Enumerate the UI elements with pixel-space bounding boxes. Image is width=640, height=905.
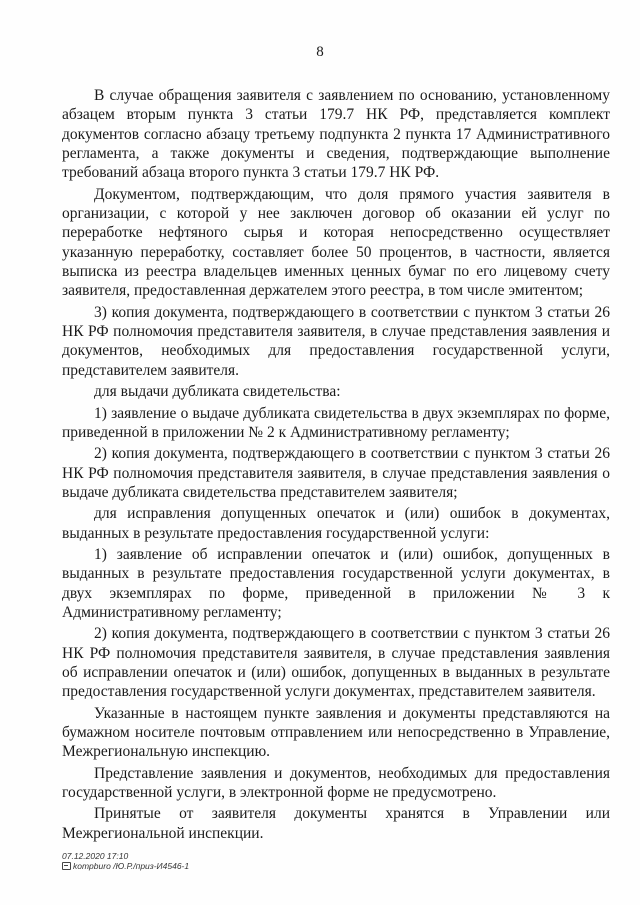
paragraph: для выдачи дубликата свидетельства: <box>94 383 341 401</box>
paragraph: Указанные в настоящем пункте заявления и документы представляются на бумажном носителе почтовым отправлением или непосредственно в Управление, Межрегиональную инспекцию. <box>62 704 610 761</box>
paragraph: 2) копия документа, подтверждающего в соответствии с пунктом 3 статьи 26 НК РФ полномочия представителя заявителя, в случае представления заявления о выдаче дубликата свидетельства представителем заявителя; <box>62 445 610 501</box>
paragraph: Представление заявления и документов, необходимых для предоставления государственной услуги, в электронной форме не предусмотрено. <box>62 764 610 802</box>
paragraph: 1) заявление об исправлении опечаток и (или) ошибок, допущенных в выданных в результате предоставления государственной услуги документах, в двух экземплярах по форме, приведенной в приложении № 3 к Административному регламенту; <box>62 545 610 621</box>
document-body <box>62 86 610 843</box>
paragraph: 1) заявление о выдаче дубликата свидетельства в двух экземплярах по форме, приведенной в приложении № 2 к Административному регламенту; <box>62 404 610 441</box>
paragraph: для исправления допущенных опечаток и (или) ошибок в документах, выданных в результате предоставления государственной услуги: <box>62 505 610 542</box>
footer-timestamp: 07.12.2020 17:10 <box>62 851 129 861</box>
document-footer <box>62 851 189 871</box>
footer-file-line <box>62 861 189 871</box>
paragraph: 2) копия документа, подтверждающего в соответствии с пунктом 3 статьи 26 НК РФ полномочия представителя заявителя, в случае представления заявления об исправлении опечаток и (или) ошибок, допущенных в выданных в результате предоставления государственной услуги документах, представителем заявителя. <box>62 625 610 701</box>
footer-file-path: kompburo /Ю.Р./приз-И4546-1 <box>73 861 190 871</box>
paragraph: В случае обращения заявителя с заявлением по основанию, установленному абзацем вторым пункта 3 статьи 179.7 НК РФ, представляется комплект документов согласно абзацу третьему подпункта 2 пункта 17 Административного регламента, а также документы и сведения, подтверждающие выполнение требований абзаца второго пункта 3 статьи 179.7 НК РФ. <box>62 87 610 182</box>
paragraph: Документом, подтверждающим, что доля прямого участия заявителя в организации, с которой у нее заключен договор об оказании ей услуг по переработке нефтяного сырья и которая непосредственно осуществляет указанную переработку, составляет более 50 процентов, в частности, является выписка из реестра владельцев именных ценных бумаг по его лицевому счету заявителя, предоставленная держателем этого реестра, в том числе эмитентом; <box>62 185 610 300</box>
document-file-icon <box>62 862 71 870</box>
page-number: 8 <box>316 44 324 60</box>
paragraph: Принятые от заявителя документы хранятся в Управлении или Межрегиональной инспекции. <box>62 805 610 842</box>
paragraph: 3) копия документа, подтверждающего в соответствии с пунктом 3 статьи 26 НК РФ полномочия представителя заявителя, в случае представления заявления и документов, необходимых для предоставления государственной услуги, представителем заявителя. <box>62 303 610 379</box>
